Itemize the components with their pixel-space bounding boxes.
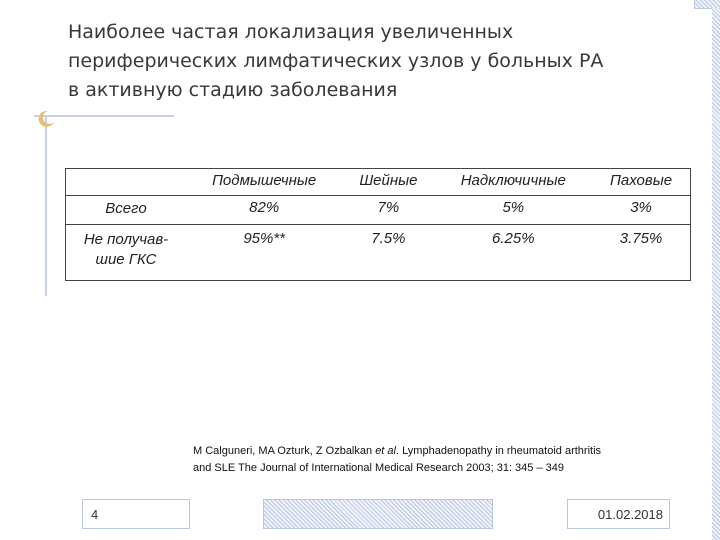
table-cell: 82% (186, 196, 342, 225)
table-cell: 3.75% (619, 230, 663, 247)
table-header-row (66, 169, 691, 196)
slide-number: 4 (91, 507, 99, 522)
citation-line-2: and SLE The Journal of International Medical Research 2003; 31: 345 – 349 (193, 462, 564, 474)
table-cell: 6.25% (492, 230, 535, 247)
header-inguinal: Паховые (592, 169, 690, 196)
title-line-3: в активную стадию заболевания (68, 79, 398, 101)
citation-etal: et al (375, 445, 396, 457)
header-empty (66, 169, 187, 196)
row-label-line-1: Не получав- (83, 231, 169, 248)
row-label: Всего (66, 196, 187, 225)
table-row (66, 225, 691, 281)
table-cell: 95%** (243, 230, 286, 247)
citation-authors: M Calguneri, MA Ozturk, Z Ozbalkan (193, 445, 373, 457)
table-cell: 7% (342, 196, 434, 225)
row-label-line-2: шие ГКС (95, 251, 157, 268)
header-axillary: Подмышечные (186, 169, 342, 196)
footer-center-box (263, 499, 493, 529)
table-cell: 7.5% (371, 230, 406, 247)
title-line-2: периферических лимфатических узлов у больных РА (68, 50, 604, 72)
date-box (567, 499, 670, 529)
right-decorative-stripe (712, 8, 720, 540)
table-cell: 5% (434, 196, 592, 225)
header-cervical: Шейные (342, 169, 434, 196)
slide-number-box (82, 499, 190, 529)
lymph-node-table (65, 168, 691, 281)
citation-title: . Lymphadenopathy in rheumatoid arthritis (395, 445, 602, 457)
row-label (66, 225, 187, 281)
decorative-vertical-line (45, 116, 47, 296)
citation (193, 443, 693, 477)
slide-title (68, 18, 668, 105)
header-supraclavicular: Надключичные (434, 169, 592, 196)
slide-date: 01.02.2018 (597, 507, 663, 522)
title-line-1: Наиболее частая локализация увеличенных (68, 21, 514, 43)
table-row (66, 196, 691, 225)
table-cell: 3% (592, 196, 690, 225)
crescent-moon-icon (35, 108, 57, 130)
citation-line-1 (193, 443, 693, 460)
